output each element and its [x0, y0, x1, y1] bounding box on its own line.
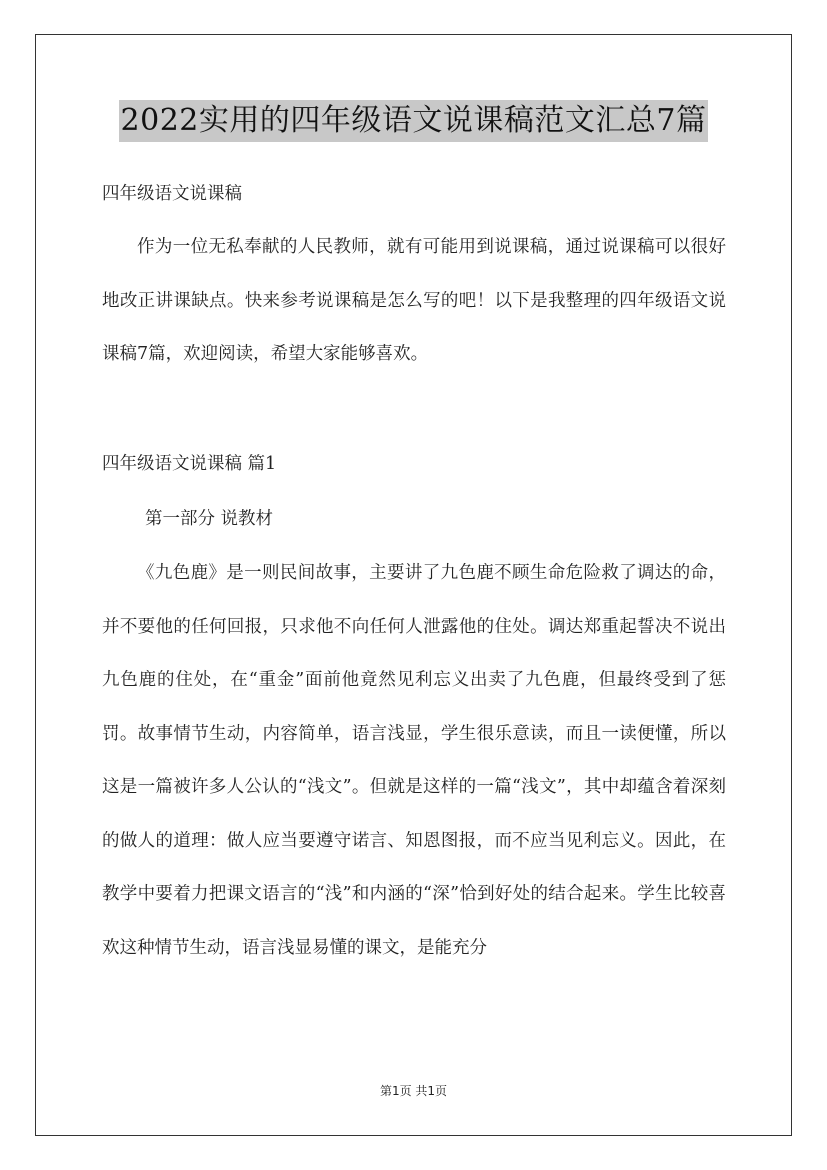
body-paragraph: 《九色鹿》是一则民间故事，主要讲了九色鹿不顾生命危险救了调达的命，并不要他的任何回报，只求他不向任何人泄露他的住处。调达郑重起誓决不说出九色鹿的住处，在“重金”面前他竟然见利忘义出卖了九色鹿，但最终受到了惩罚。故事情节生动，内容简单，语言浅显，学生很乐意读，而且一读便懂，所以这是一篇被许多人公认的“浅文”。但就是这样的一篇“浅文”，其中却蕴含着深刻的做人的道理：做人应当要遵守诺言、知恩图报，而不应当见利忘义。因此，在教学中要着力把课文语言的“浅”和内涵的“深”恰到好处的结合起来。学生比较喜欢这种情节生动，语言浅显易懂的课文，是能充分 — [102, 563, 726, 958]
article-heading: 四年级语文说课稿 篇1 — [102, 454, 277, 474]
part-heading: 第一部分 说教材 — [145, 509, 274, 529]
section-heading: 四年级语文说课稿 — [102, 184, 242, 204]
title-container — [0, 100, 827, 142]
document-title: 2022实用的四年级语文说课稿范文汇总7篇 — [119, 100, 709, 142]
page-footer: 第1页 共1页 — [379, 1084, 448, 1098]
intro-paragraph: 作为一位无私奉献的人民教师，就有可能用到说课稿，通过说课稿可以很好地改正讲课缺点。快来参考说课稿是怎么写的吧！以下是我整理的四年级语文说课稿7篇，欢迎阅读，希望大家能够喜欢。 — [102, 237, 726, 364]
